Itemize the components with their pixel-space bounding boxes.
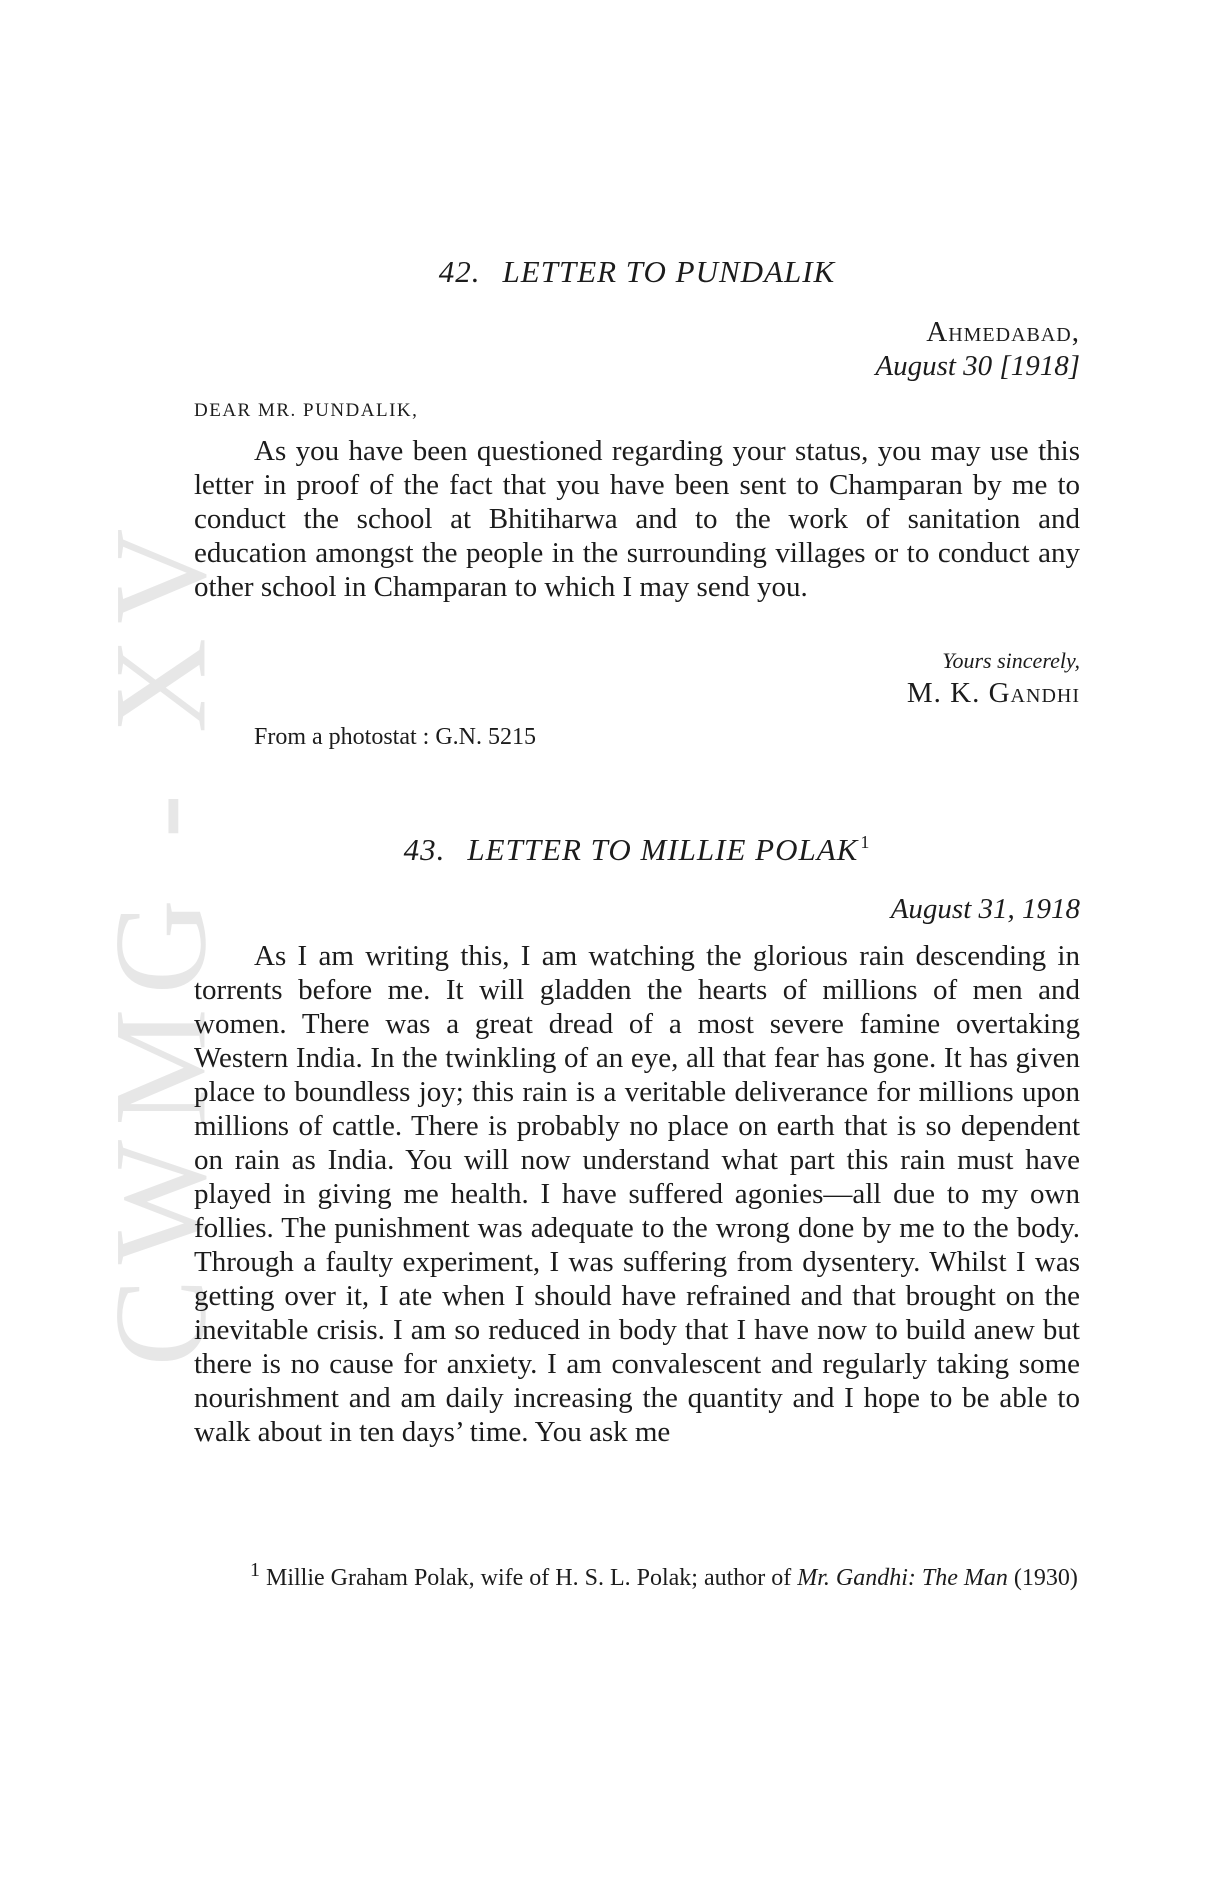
footnote-book-title: Mr. Gandhi: The Man	[797, 1565, 1008, 1591]
letter-42-body	[194, 434, 1080, 604]
footnote-year: (1930)	[1013, 1565, 1078, 1591]
letter-43-body	[194, 939, 1080, 1449]
letter-42-heading	[194, 254, 1080, 290]
letter-42-title: LETTER TO PUNDALIK	[502, 254, 836, 289]
footnote-paragraph	[194, 1555, 1080, 1594]
watermark-text: CWMG - XV	[86, 514, 234, 1366]
letter-43-title: LETTER TO MILLIE POLAK	[467, 832, 859, 867]
letter-42-signature: M. K. Gandhi	[906, 677, 1080, 709]
letter-42-date: August 30 [1918]	[875, 350, 1080, 382]
letter-43-heading	[194, 832, 1080, 868]
letter-43-number: 43.	[403, 832, 446, 867]
letter-42-source: From a photostat : G.N. 5215	[254, 724, 536, 750]
letter-42-place: Ahmedabad,	[926, 316, 1080, 348]
letter-42-closing: Yours sincerely,	[942, 648, 1080, 673]
letter-42-paragraph: As you have been questioned regarding your status, you may use this letter in proof of the fact that you have been sent to Champaran by me to conduct the school at Bhitiharwa and to the work of sanitation and education amongst the people in the surrounding villages or to conduct any other school in Champaran to which I may send you.	[194, 435, 1080, 603]
watermark	[86, 514, 234, 1366]
letter-43-date: August 31, 1918	[890, 893, 1080, 925]
letter-42-number: 42.	[438, 254, 481, 289]
footnote-text: Millie Graham Polak, wife of H. S. L. Polak; author of	[266, 1565, 792, 1591]
letter-42-salutation: DEAR MR. PUNDALIK,	[194, 400, 419, 421]
footnote-reference: 1	[860, 832, 871, 852]
footnote	[194, 1555, 1080, 1594]
letter-43-paragraph: As I am writing this, I am watching the glorious rain descending in torrents before me. It will gladden the hearts of millions of men and women. There was a great dread of a most severe famine overtaking Western India. In the twinkling of an eye, all that fear has gone. It has given place to boundless joy; this rain is a veritable deliverance for millions upon millions of cattle. There is probably no place on earth that is so dependent on rain as India. You will now understand what part this rain must have played in giving me health. I have suffered agonies—all due to my own follies. The punishment was adequate to the wrong done by me to the body. Through a faulty experiment, I was suffering from dysentery. Whilst I was getting over it, I ate when I should have refrained and that brought on the inevitable crisis. I am so reduced in body that I have now to build anew but there is no cause for anxiety. I am convalescent and regularly taking some nourishment and am daily increasing the quantity and I hope to be able to walk about in ten days’ time. You ask me	[194, 940, 1080, 1448]
footnote-mark: 1	[250, 1559, 260, 1581]
